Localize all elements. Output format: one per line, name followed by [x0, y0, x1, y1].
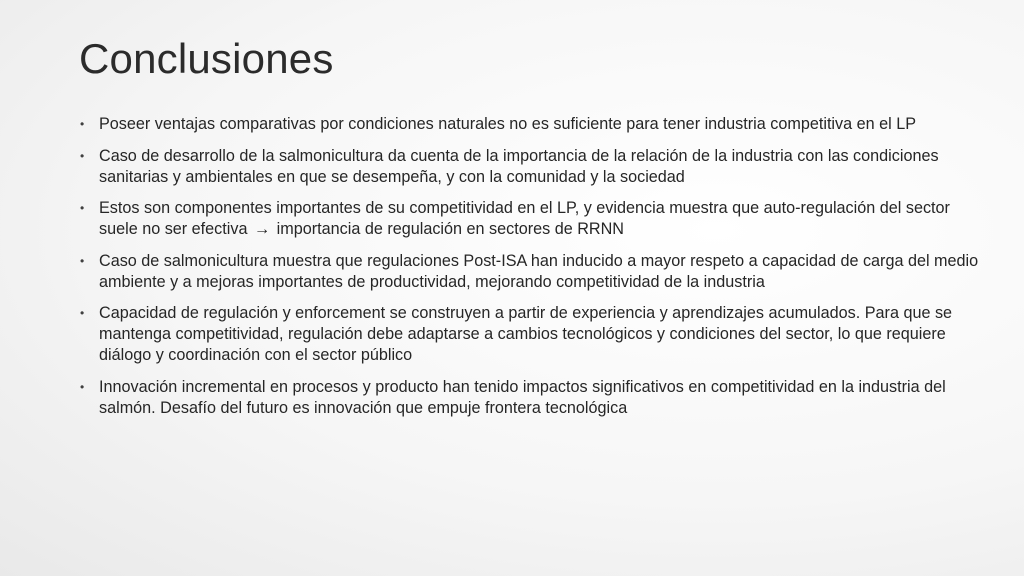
bullet-text: Estos son componentes importantes de su competitividad en el LP, y evidencia muestra que auto-regulación del sector suele no ser efectiva — [99, 199, 950, 238]
bullet-dot-icon: • — [80, 379, 85, 394]
bullet-text: Capacidad de regulación y enforcement se construyen a partir de experiencia y aprendizajes acumulados. Para que se mantenga competitividad, regulación debe adaptarse a cambios tecnológicos y condiciones del sector, lo que requiere diálogo y coordinación con el sector público — [99, 304, 953, 364]
bullet-text: Caso de salmonicultura muestra que regulaciones Post-ISA han inducido a mayor respeto a capacidad de carga del medio ambiente y a mejoras importantes de productividad, mejorando competitividad de la industria — [99, 251, 979, 291]
bullet-item — [77, 251, 992, 293]
bullet-item — [77, 146, 992, 188]
bullet-dot-icon: • — [80, 148, 85, 163]
bullet-list — [77, 114, 992, 429]
bullet-item — [77, 198, 992, 240]
bullet-text: importancia de regulación en sectores de RRNN — [276, 220, 624, 238]
bullet-dot-icon: • — [80, 253, 85, 268]
bullet-text: Poseer ventajas comparativas por condiciones naturales no es suficiente para tener industria competitiva en el LP — [99, 115, 917, 133]
slide-title: Conclusiones — [79, 35, 334, 82]
bullet-dot-icon: • — [80, 201, 85, 215]
bullet-dot-icon: • — [80, 306, 85, 320]
arrow-right-icon: → — [253, 220, 271, 238]
bullet-text: Innovación incremental en procesos y producto han tenido impactos significativos en competitividad en la industria del salmón. Desafío del futuro es innovación que empuje frontera tecnológica — [99, 377, 946, 417]
bullet-text: Caso de desarrollo de la salmonicultura da cuenta de la importancia de la relación de la industria con las condiciones sanitarias y ambientales en que se desempeña, y con la comunidad y la sociedad — [99, 146, 939, 186]
bullet-dot-icon: • — [80, 117, 85, 131]
bullet-item — [77, 114, 992, 135]
bullet-item — [77, 377, 992, 419]
bullet-item — [77, 303, 992, 366]
